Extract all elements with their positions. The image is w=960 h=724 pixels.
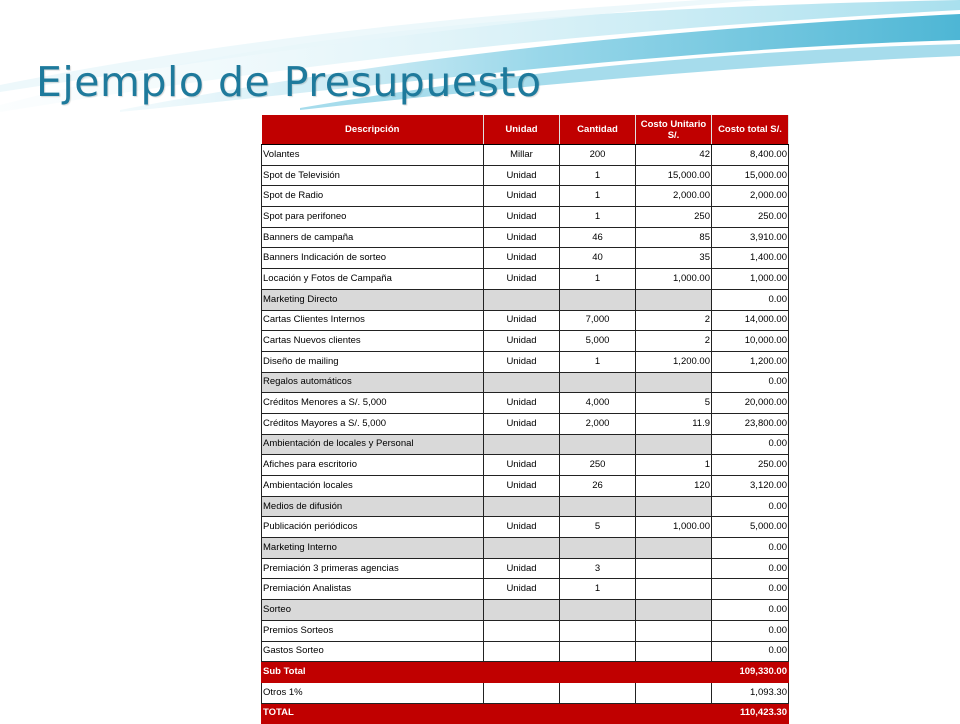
table-row (262, 289, 789, 310)
cell-description: Sub Total (262, 662, 484, 683)
cell-quantity (560, 538, 636, 559)
cell-quantity: 26 (560, 476, 636, 497)
cell-unit: Unidad (484, 517, 560, 538)
table-row (262, 620, 789, 641)
table-row (262, 703, 789, 724)
cell-unit-cost: 2,000.00 (636, 186, 712, 207)
cell-description: Premiación 3 primeras agencias (262, 558, 484, 579)
cell-unit-cost: 11.9 (636, 413, 712, 434)
cell-total: 10,000.00 (712, 331, 789, 352)
cell-unit-cost: 42 (636, 145, 712, 166)
cell-quantity: 40 (560, 248, 636, 269)
table-row (262, 227, 789, 248)
cell-unit (484, 703, 560, 724)
cell-total: 23,800.00 (712, 413, 789, 434)
cell-unit (484, 641, 560, 662)
cell-unit: Unidad (484, 186, 560, 207)
cell-quantity: 7,000 (560, 310, 636, 331)
table-row (262, 310, 789, 331)
cell-description: TOTAL (262, 703, 484, 724)
cell-unit-cost (636, 662, 712, 683)
cell-unit (484, 682, 560, 703)
cell-total: 250.00 (712, 455, 789, 476)
cell-description: Banners de campaña (262, 227, 484, 248)
cell-unit-cost: 1,000.00 (636, 517, 712, 538)
cell-unit: Unidad (484, 393, 560, 414)
cell-total: 3,120.00 (712, 476, 789, 497)
cell-quantity: 1 (560, 579, 636, 600)
cell-quantity (560, 703, 636, 724)
cell-unit: Unidad (484, 579, 560, 600)
cell-description: Cartas Nuevos clientes (262, 331, 484, 352)
cell-unit: Unidad (484, 248, 560, 269)
cell-quantity: 5 (560, 517, 636, 538)
cell-unit-cost (636, 538, 712, 559)
cell-unit (484, 538, 560, 559)
table-row (262, 662, 789, 683)
cell-unit-cost: 2 (636, 310, 712, 331)
cell-unit: Unidad (484, 331, 560, 352)
cell-total: 0.00 (712, 289, 789, 310)
cell-description: Créditos Menores a S/. 5,000 (262, 393, 484, 414)
table-row (262, 641, 789, 662)
cell-unit-cost (636, 496, 712, 517)
cell-unit: Millar (484, 145, 560, 166)
cell-unit: Unidad (484, 269, 560, 290)
table-row (262, 269, 789, 290)
cell-unit: Unidad (484, 310, 560, 331)
table-row (262, 682, 789, 703)
header-cantidad: Cantidad (560, 115, 636, 145)
cell-quantity: 1 (560, 351, 636, 372)
table-row (262, 393, 789, 414)
cell-unit: Unidad (484, 227, 560, 248)
table-row (262, 207, 789, 228)
table-row (262, 496, 789, 517)
cell-description: Premiación Analistas (262, 579, 484, 600)
cell-unit-cost: 1,200.00 (636, 351, 712, 372)
cell-total: 110,423.30 (712, 703, 789, 724)
cell-description: Premios Sorteos (262, 620, 484, 641)
table-row (262, 558, 789, 579)
cell-unit-cost: 120 (636, 476, 712, 497)
cell-total: 14,000.00 (712, 310, 789, 331)
cell-unit-cost: 85 (636, 227, 712, 248)
cell-description: Gastos Sorteo (262, 641, 484, 662)
cell-unit-cost (636, 620, 712, 641)
cell-quantity (560, 289, 636, 310)
cell-unit (484, 289, 560, 310)
cell-unit-cost: 1 (636, 455, 712, 476)
cell-description: Publicación periódicos (262, 517, 484, 538)
cell-total: 2,000.00 (712, 186, 789, 207)
header-unidad: Unidad (484, 115, 560, 145)
table-row (262, 455, 789, 476)
table-body (262, 145, 789, 724)
cell-description: Ambientación de locales y Personal (262, 434, 484, 455)
table-row (262, 434, 789, 455)
cell-total: 3,910.00 (712, 227, 789, 248)
cell-total: 5,000.00 (712, 517, 789, 538)
cell-quantity: 5,000 (560, 331, 636, 352)
cell-quantity (560, 641, 636, 662)
cell-unit-cost: 35 (636, 248, 712, 269)
cell-total: 0.00 (712, 600, 789, 621)
table-row (262, 538, 789, 559)
cell-total: 250.00 (712, 207, 789, 228)
cell-description: Diseño de mailing (262, 351, 484, 372)
cell-total: 1,200.00 (712, 351, 789, 372)
cell-quantity: 1 (560, 207, 636, 228)
cell-unit: Unidad (484, 351, 560, 372)
cell-total: 109,330.00 (712, 662, 789, 683)
cell-quantity: 1 (560, 165, 636, 186)
cell-description: Regalos automáticos (262, 372, 484, 393)
table-row (262, 413, 789, 434)
cell-quantity: 200 (560, 145, 636, 166)
cell-unit (484, 600, 560, 621)
table-row (262, 517, 789, 538)
cell-quantity: 3 (560, 558, 636, 579)
cell-description: Spot de Radio (262, 186, 484, 207)
cell-unit-cost: 15,000.00 (636, 165, 712, 186)
table-row (262, 331, 789, 352)
cell-description: Otros 1% (262, 682, 484, 703)
table-row (262, 351, 789, 372)
table-row (262, 476, 789, 497)
cell-unit-cost (636, 682, 712, 703)
cell-description: Afiches para escritorio (262, 455, 484, 476)
table-row (262, 372, 789, 393)
cell-description: Marketing Interno (262, 538, 484, 559)
cell-quantity: 4,000 (560, 393, 636, 414)
cell-total: 1,400.00 (712, 248, 789, 269)
table-row (262, 579, 789, 600)
cell-unit: Unidad (484, 558, 560, 579)
cell-unit-cost (636, 703, 712, 724)
cell-unit-cost (636, 289, 712, 310)
table-header-row (262, 115, 789, 145)
cell-description: Spot para perifoneo (262, 207, 484, 228)
header-costo-total: Costo total S/. (712, 115, 789, 145)
cell-unit-cost: 250 (636, 207, 712, 228)
cell-quantity: 1 (560, 269, 636, 290)
table-row (262, 600, 789, 621)
cell-total: 0.00 (712, 620, 789, 641)
cell-unit: Unidad (484, 455, 560, 476)
cell-unit-cost (636, 558, 712, 579)
cell-unit-cost (636, 600, 712, 621)
cell-unit: Unidad (484, 207, 560, 228)
cell-unit (484, 662, 560, 683)
cell-total: 0.00 (712, 372, 789, 393)
cell-unit-cost (636, 372, 712, 393)
cell-unit-cost (636, 641, 712, 662)
cell-quantity (560, 496, 636, 517)
table-row (262, 165, 789, 186)
cell-unit (484, 434, 560, 455)
cell-unit-cost: 1,000.00 (636, 269, 712, 290)
cell-description: Ambientación locales (262, 476, 484, 497)
cell-description: Banners Indicación de sorteo (262, 248, 484, 269)
cell-unit: Unidad (484, 165, 560, 186)
cell-description: Volantes (262, 145, 484, 166)
cell-quantity (560, 434, 636, 455)
cell-quantity: 46 (560, 227, 636, 248)
cell-unit-cost: 5 (636, 393, 712, 414)
cell-quantity: 1 (560, 186, 636, 207)
cell-description: Marketing Directo (262, 289, 484, 310)
cell-total: 0.00 (712, 496, 789, 517)
cell-description: Medios de difusión (262, 496, 484, 517)
budget-table (261, 115, 789, 724)
cell-description: Cartas Clientes Internos (262, 310, 484, 331)
cell-unit (484, 372, 560, 393)
cell-total: 0.00 (712, 641, 789, 662)
cell-quantity: 250 (560, 455, 636, 476)
cell-unit-cost: 2 (636, 331, 712, 352)
cell-total: 0.00 (712, 579, 789, 600)
cell-unit-cost (636, 434, 712, 455)
cell-total: 0.00 (712, 434, 789, 455)
cell-quantity (560, 600, 636, 621)
cell-total: 1,000.00 (712, 269, 789, 290)
cell-unit (484, 496, 560, 517)
header-descripcion: Descripción (262, 115, 484, 145)
cell-quantity (560, 620, 636, 641)
cell-description: Spot de Televisión (262, 165, 484, 186)
cell-quantity: 2,000 (560, 413, 636, 434)
cell-description: Créditos Mayores a S/. 5,000 (262, 413, 484, 434)
cell-unit (484, 620, 560, 641)
cell-unit: Unidad (484, 476, 560, 497)
cell-description: Locación y Fotos de Campaña (262, 269, 484, 290)
cell-total: 1,093.30 (712, 682, 789, 703)
cell-total: 0.00 (712, 538, 789, 559)
cell-quantity (560, 682, 636, 703)
cell-unit-cost (636, 579, 712, 600)
header-costo-unitario: Costo Unitario S/. (636, 115, 712, 145)
table-row (262, 186, 789, 207)
cell-unit: Unidad (484, 413, 560, 434)
cell-total: 8,400.00 (712, 145, 789, 166)
cell-quantity (560, 662, 636, 683)
table-row (262, 248, 789, 269)
table-row (262, 145, 789, 166)
cell-description: Sorteo (262, 600, 484, 621)
cell-quantity (560, 372, 636, 393)
cell-total: 15,000.00 (712, 165, 789, 186)
page-title: Ejemplo de Presupuesto (36, 58, 542, 106)
cell-total: 0.00 (712, 558, 789, 579)
cell-total: 20,000.00 (712, 393, 789, 414)
